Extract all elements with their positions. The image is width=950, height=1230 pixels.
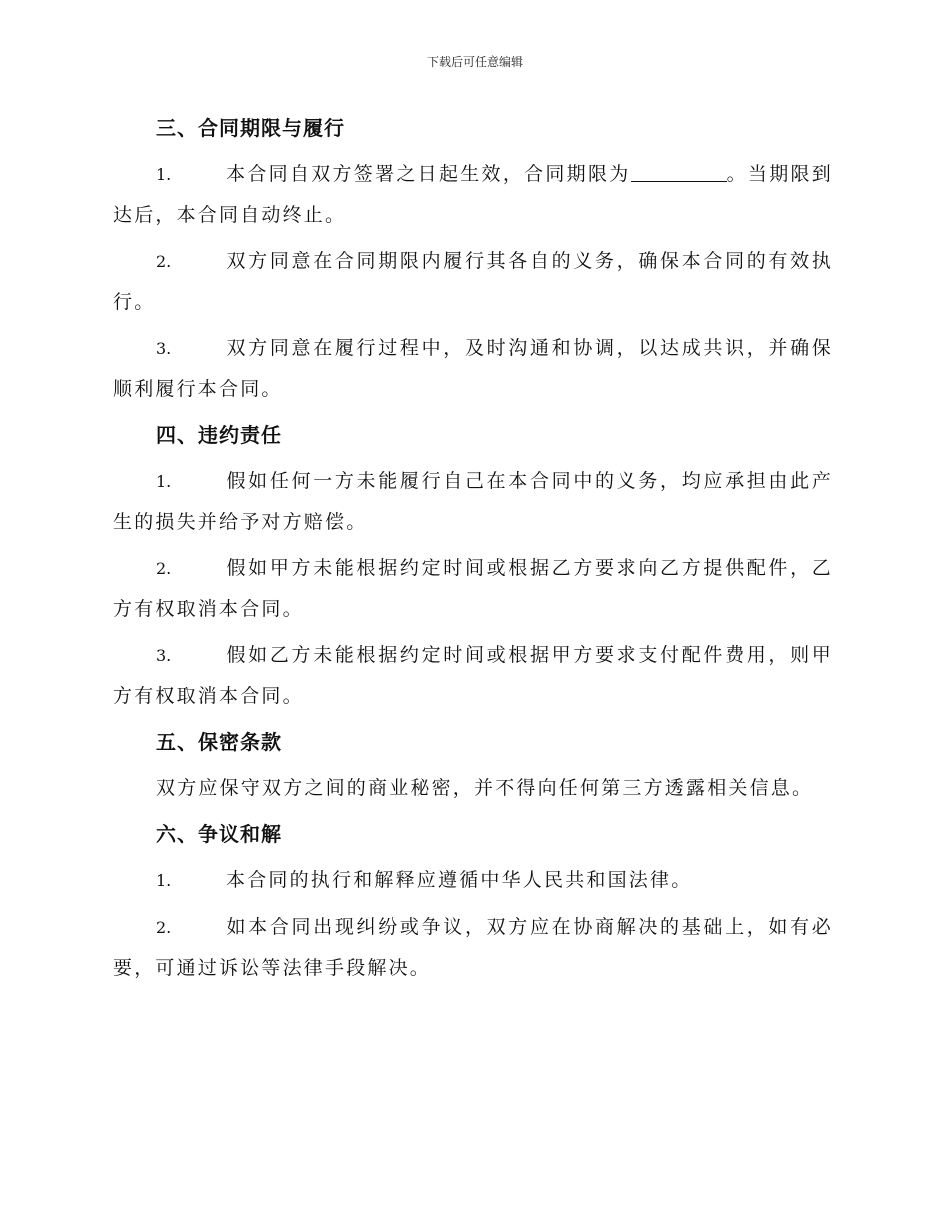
clause-number: 2.	[156, 559, 172, 578]
clause-text	[113, 154, 833, 235]
clause-number: 2.	[156, 918, 172, 937]
clause-number: 1.	[156, 165, 172, 184]
clause-item	[113, 860, 833, 901]
clause-item	[113, 635, 833, 716]
section-heading-dispute: 六、争议和解	[156, 822, 282, 846]
clause-text-before-blank: 本合同自双方签署之日起生效，合同期限为	[226, 163, 631, 185]
section-heading-term: 三、合同期限与履行	[156, 116, 345, 140]
clause-text-after-blank: 。当期限到达后，本合同自动终止。	[113, 163, 833, 226]
clause-text	[113, 241, 833, 322]
clause-body: 假如乙方未能根据约定时间或根据甲方要求支付配件费用，则甲方有权取消本合同。	[113, 644, 833, 707]
clause-text	[113, 635, 833, 716]
clause-item	[113, 907, 833, 988]
page-header: 下载后可任意编辑	[426, 55, 523, 69]
clause-item	[113, 328, 833, 409]
clause-number: 1.	[156, 871, 172, 890]
document-body	[113, 108, 833, 994]
clause-body: 本合同的执行和解释应遵循中华人民共和国法律。	[226, 869, 693, 891]
clause-text	[113, 328, 833, 409]
clause-number: 2.	[156, 252, 172, 271]
clause-body: 双方同意在合同期限内履行其各自的义务，确保本合同的有效执行。	[113, 250, 833, 313]
clause-body: 双方同意在履行过程中，及时沟通和协调，以达成共识，并确保顺利履行本合同。	[113, 337, 833, 400]
clause-text	[113, 860, 833, 901]
clause-body: 假如任何一方未能履行自己在本合同中的义务，均应承担由此产生的损失并给予对方赔偿。	[113, 470, 833, 533]
clause-text	[113, 548, 833, 629]
section-heading-confidentiality: 五、保密条款	[156, 730, 282, 754]
clause-text	[113, 907, 833, 988]
clause-body: 假如甲方未能根据约定时间或根据乙方要求向乙方提供配件，乙方有权取消本合同。	[113, 557, 833, 620]
clause-item	[113, 154, 833, 235]
clause-item	[113, 548, 833, 629]
clause-body: 如本合同出现纠纷或争议，双方应在协商解决的基础上，如有必要，可通过诉讼等法律手段解决。	[113, 916, 833, 979]
fill-in-blank[interactable]	[631, 157, 727, 182]
clause-item	[113, 461, 833, 542]
clause-item	[113, 241, 833, 322]
section-heading-breach: 四、违约责任	[156, 423, 282, 447]
clause-number: 3.	[156, 339, 172, 358]
clause-number: 3.	[156, 646, 172, 665]
clause-text	[113, 461, 833, 542]
clause-number: 1.	[156, 472, 172, 491]
confidentiality-paragraph: 双方应保守双方之间的商业秘密，并不得向任何第三方透露相关信息。	[156, 777, 814, 799]
